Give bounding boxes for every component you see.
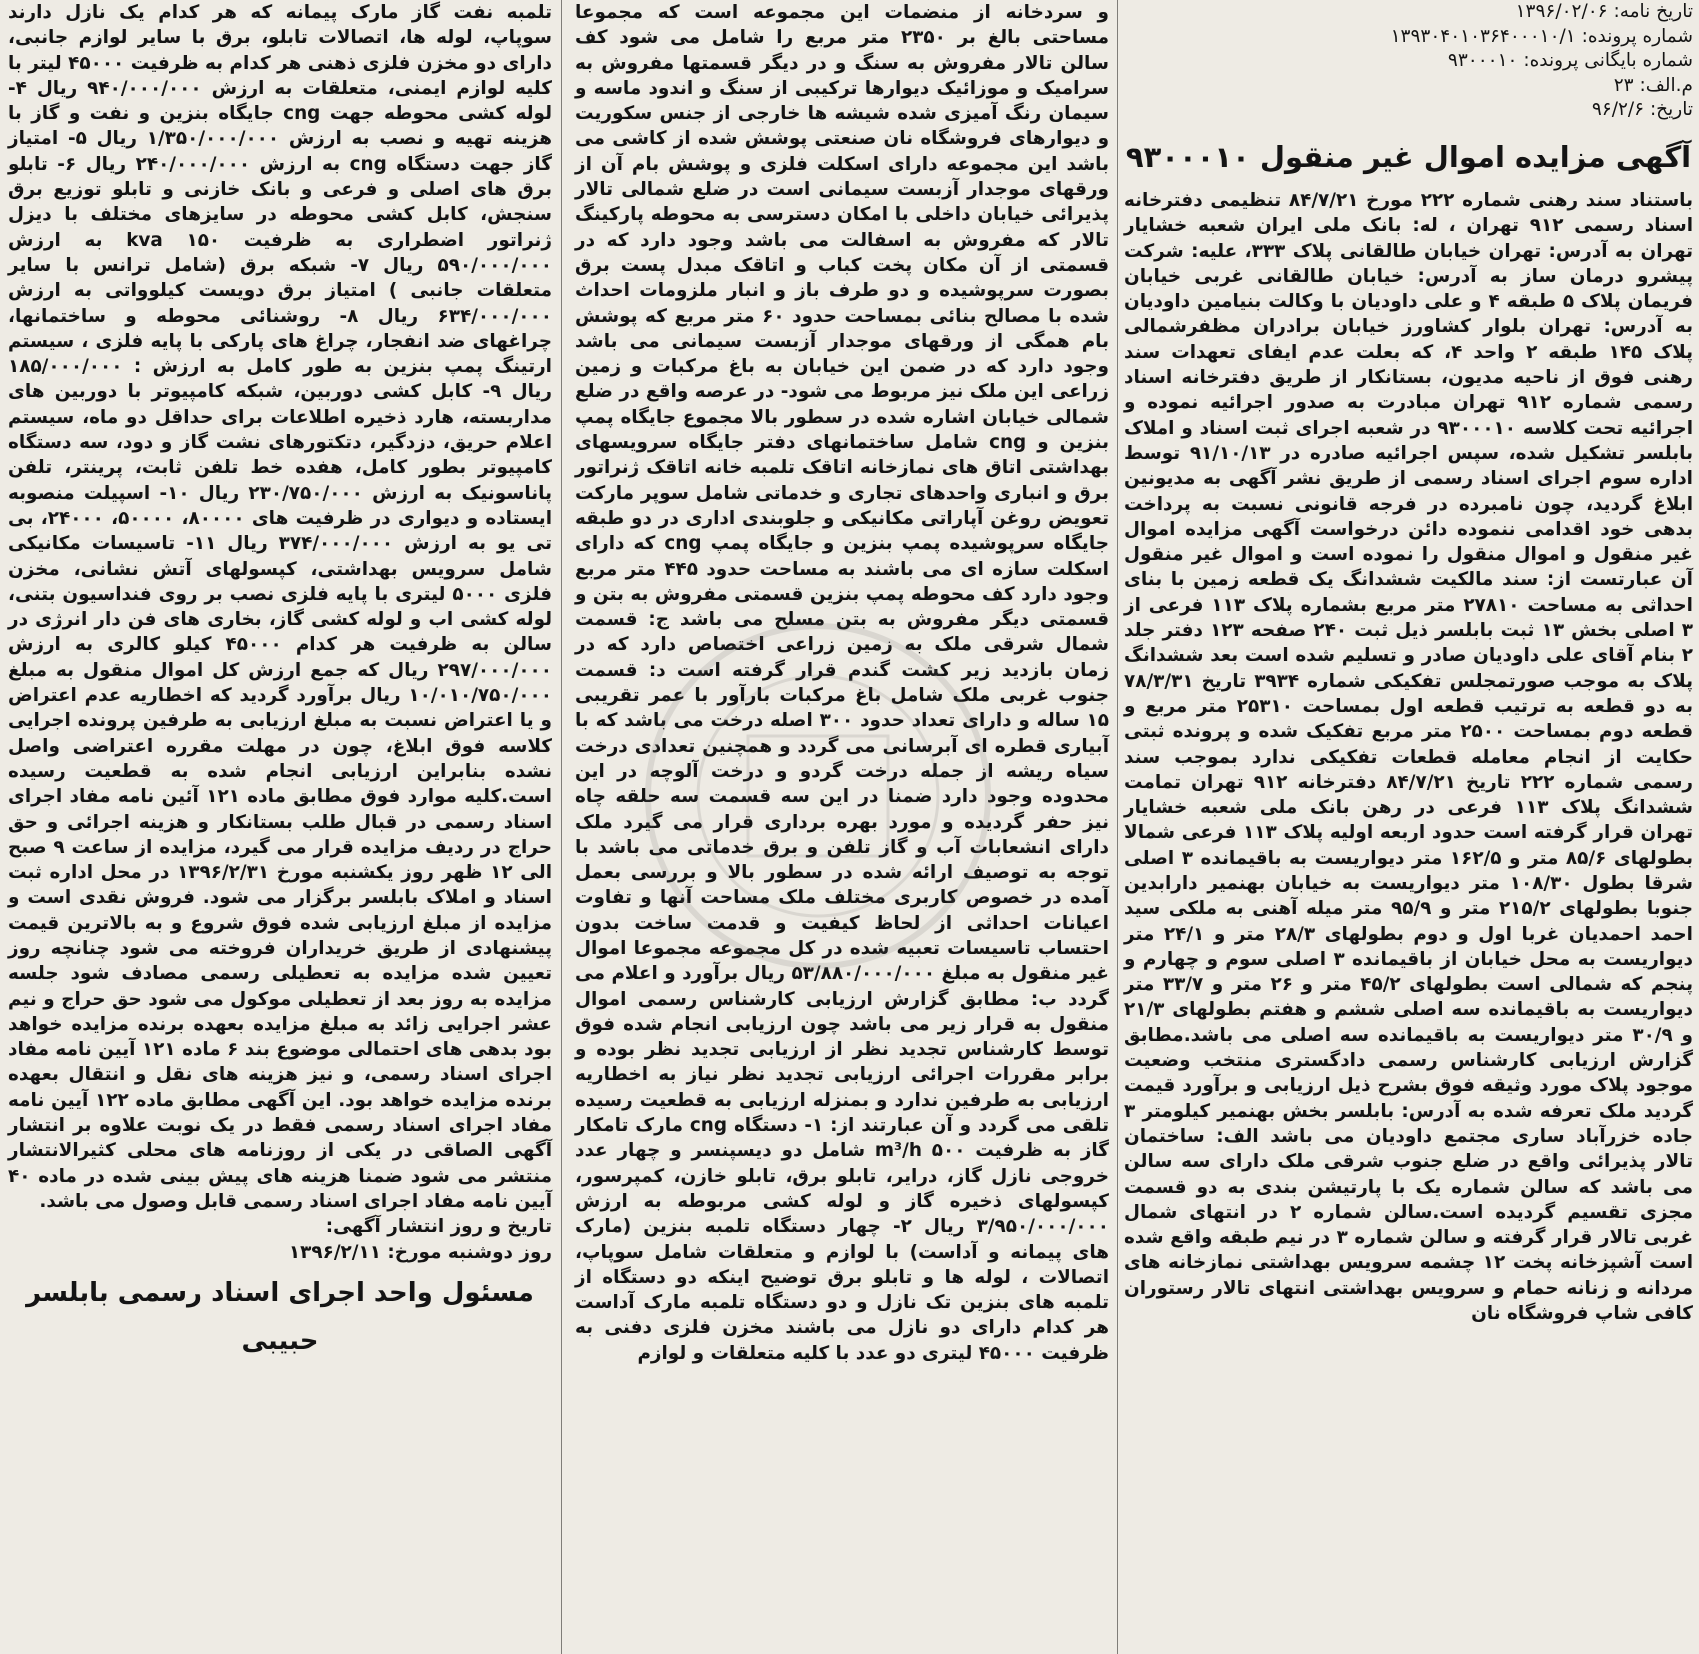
signature-name: حبیبی — [241, 1325, 319, 1356]
notice-id: م.الف: ۲۳ — [1613, 74, 1693, 96]
column-divider-left — [561, 0, 562, 1654]
notice-date: تاریخ: ۹۶/۲/۶ — [1591, 99, 1693, 121]
column-divider-right — [1117, 0, 1118, 1654]
right-column — [1120, 0, 1699, 1654]
left-column-text: تلمبه نفت گاز مارک پیمانه که هر کدام یک نازل دارند سوپاپ، لوله ها، اتصالات تابلو، برق با سایر لوازم جانبی، دارای دو مخزن فلزی ذهنی هر کدام به ظرفیت ۴۵۰۰۰ لیتر با کلیه لوازم ایمنی، متعلقات به ارزش ۹۴۰/۰۰۰/۰۰۰ ریال ۴- لوله کشی محوطه جهت cng جایگاه بنزین و نفت و گاز با هزینه تهیه و نصب به ارزش ۱/۳۵۰/۰۰۰/۰۰۰ ریال ۵- امتیاز گاز جهت دستگاه cng به ارزش ۲۴۰/۰۰۰/۰۰۰ ریال ۶- تابلو برق های اصلی و فرعی و بانک خازنی و تابلو توزیع برق سنجش، کابل کشی محوطه در سایزهای مختلف با دیزل ژنراتور اضطراری به ظرفیت ۱۵۰ kva به ارزش ۵۹۰/۰۰۰/۰۰۰ ریال ۷- شبکه برق (شامل ترانس با سایر متعلقات جانبی ) امتیاز برق دویست کیلوواتی به ارزش ۶۳۴/۰۰۰/۰۰۰ ریال ۸- روشنائی محوطه و ساختمانها، چراغهای ضد انفجار، چراغ های پارکی با پایه فلزی ، سیستم ارتینگ پمپ بنزین به طور کامل به ارزش : ۱۸۵/۰۰۰/۰۰۰ ریال ۹- کابل کشی دوربین، شبکه کامپیوتر با دوربین های مداربسته، هارد ذخیره اطلاعات برای حداقل دو ماه، سیستم اعلام حریق، دزدگیر، دتکتورهای نشت گاز و دود، سه دستگاه کامپیوتر بطور کامل، هفده خط تلفن ثابت، پرینتر، تلفن پاناسونیک به ارزش ۲۳۰/۷۵۰/۰۰۰ ریال ۱۰- اسپیلت منصوبه ایستاده و دیواری در ظرفیت های ۸۰۰۰۰، ۵۰۰۰۰، ۲۴۰۰۰، بی تی یو به ارزش ۳۷۴/۰۰۰/۰۰۰ ریال ۱۱- تاسیسات مکانیکی شامل سرویس بهداشتی، کپسولهای آتش نشانی، مخزن فلزی ۵۰۰۰ لیتری با پایه فلزی نصب بر روی فنداسیون بتنی، لوله کشی اب و لوله کشی گاز، بخاری های فن دار انرژی در سالن به ظرفیت هر کدام ۴۵۰۰۰ کیلو کالری به ارزش ۲۹۷/۰۰۰/۰۰۰ ریال که جمع ارزش کل اموال منقول به مبلغ ۱۰/۰۱۰/۷۵۰/۰۰۰ ریال برآورد گردید که اخطاریه عدم اعتراض و یا اعتراض نسبت به مبلغ ارزیابی به طرفین پرونده اجرایی کلاسه فوق ابلاغ، چون در مهلت مقرره اعتراضی واصل نشده بنابراین ارزیابی انجام شده به قطعیت رسیده است.کلیه موارد فوق مطابق ماده ۱۲۱ آئین نامه مفاد اجرای اسناد رسمی در قبال طلب بستانکار و هزینه اجرائی و حق حراج در ردیف مزایده قرار می گیرد، مزایده از ساعت ۹ صبح الی ۱۲ ظهر روز یکشنبه مورخ ۱۳۹۶/۲/۳۱ در محل اداره ثبت اسناد و املاک بابلسر برگزار می شود. فروش نقدی است و مزایده از مبلغ ارزیابی شده فوق شروع و به بالاترین قیمت پیشنهادی از طریق خریداران فروخته می شود چنانچه روز تعیین شده مزایده به تعطیلی رسمی مصادف شود جلسه مزایده به روز بعد از تعطیلی موکول می شود حق حراج و نیم عشر اجرایی زائد به مبلغ مزایده بعهده برنده مزایده خواهد بود بدهی های احتمالی موضوع بند ۶ ماده ۱۲۱ آیین نامه مفاد اجرای اسناد رسمی، و نیز هزینه های نقل و انتقال بعهده برنده مزایده خواهد بود. این آگهی مطابق ماده ۱۲۲ آیین نامه مفاد اجرای اسناد رسمی فقط در یک نوبت علاوه بر انتشار آگهی الصاقی در یکی از روزنامه های محلی کثیرالانتشار منتشر می شود ضمنا هزینه های پیش بینی شده در ماده ۴۰ آیین نامه مفاد اجرای اسناد رسمی قابل وصول می باشد. — [8, 2, 553, 1212]
left-column — [0, 0, 558, 1654]
case-number: شماره پرونده: ۱۳۹۳۰۴۰۱۰۳۶۴۰۰۰۱۰/۱ — [1390, 25, 1693, 47]
archive-number: شماره بایگانی پرونده: ۹۳۰۰۰۱۰ — [1447, 50, 1693, 72]
middle-column-text: و سردخانه از منضمات این مجموعه است که مجموعا مساحتی بالغ بر ۲۳۵۰ متر مربع را شامل می شود کف سالن تالار مفروش به سنگ و در دیگر قسمتها مفروش به سرامیک و موزائیک دیوارها ترکیبی از سنگ و اندود ماسه و سیمان رنگ آمیزی شده شیشه ها خارجی از جنس سکوریت و دیوارهای فروشگاه نان صنعتی پوشش شده از کاشی می باشد این مجموعه دارای اسکلت فلزی و پوشش بام آن از ورقهای موجدار آزبست سیمانی است در ضلع شمالی تالار پذیرائی خیابان داخلی با امکان دسترسی به محوطه پارکینگ تالار که مفروش به اسفالت می باشد وجود دارد که در قسمتی از آن مکان پخت کباب و اتاقک مبدل پست برق بصورت سرپوشیده و دو طرف باز و انبار ملزومات احداث شده با مصالح بنائی بمساحت حدود ۶۰ متر مربع که پوشش بام همگی از ورقهای موجدار آزبست سیمانی می باشد وجود دارد که در ضمن این خیابان به باغ مرکبات و زمین زراعی این ملک نیز مربوط می شود- در عرصه واقع در ضلع شمالی خیابان اشاره شده در سطور بالا مجموع جایگاه پمپ بنزین و cng شامل ساختمانهای دفتر جایگاه سرویسهای بهداشتی اتاق های نمازخانه اتاقک تلمبه خانه اتاقک ژنراتور برق و انباری واحدهای تجاری و خدماتی شامل سوپر مارکت تعویض روغن آپاراتی مکانیکی و جلوبندی اداری در دو طبقه جایگاه سرپوشیده پمپ بنزین و جایگاه پمپ cng که دارای اسکلت سازه ای می باشند به مساحت حدود ۴۴۵ متر مربع وجود دارد کف محوطه پمپ بنزین قسمتی مفروش به بتن و قسمتی دیگر مفروش به بتن مسلح می باشد ج: قسمت شمال شرقی ملک به زمین زراعی اختصاص دارد که در زمان بازدید زیر کشت گندم قرار گرفته است د: قسمت جنوب غربی ملک شامل باغ مرکبات بارآور با عمر تقریبی ۱۵ ساله و دارای تعداد حدود ۳۰۰ اصله درخت می باشد که با آبیاری قطره ای آبرسانی می گردد و همچنین تعدادی درخت سیاه ریشه از جمله درخت گردو و درخت آلوچه در این محدوده وجود دارد ضمنا در این سه قسمت سه حلقه چاه نیز حفر گردیده و مورد بهره برداری قرار می گیرد ملک دارای انشعابات آب و گاز تلفن و برق خدماتی می باشد با توجه به توصیف ارائه شده در سطور بالا و بررسی بعمل آمده در خصوص کاربری مختلف ملک مساحت آنها و تفاوت اعیانات احداثی از لحاظ کیفیت و قدمت ساخت بدون احتساب تاسیسات تعبیه شده در کل مجموعه مجموعا اموال غیر منقول به مبلغ ۵۳/۸۸۰/۰۰۰/۰۰۰ ریال برآورد و اعلام می گردد ب: مطابق گزارش ارزیابی کارشناس رسمی اموال منقول به قرار زیر می باشد چون ارزیابی انجام شده فوق توسط کارشناس تجدید نظر از ارزیابی تجدید نظر بوده و برابر مقررات اجرائی ارزیابی تجدید نظر نیاز به اخطاریه ارزیابی به طرفین ندارد و بمنزله ارزیابی به قطعیت رسیده تلقی می گردد و آن عبارتند از: ۱- دستگاه cng مارک تامکار گاز به ظرفیت ۵۰۰ m³/h شامل دو دیسپنسر و چهار عدد خروجی نازل گاز، درایر، تابلو برق، تابلو خازن، کمپرسور، کپسولهای ذخیره گاز و لوله کشی مربوطه به ارزش ۳/۹۵۰/۰۰۰/۰۰۰ ریال ۲- چهار دستگاه تلمبه بنزین (مارک های پیمانه و آداست) با لوازم و متعلقات شامل سوپاپ، اتصالات ، لوله ها و تابلو برق توضیح اینکه دو دستگاه از تلمبه های بنزین تک نازل و دو دستگاه تلمبه مارک آداست هر کدام دارای دو نازل می باشند مخزن فلزی دفنی به ظرفیت ۴۵۰۰۰ لیتری دو عدد با کلیه متعلقات و لوازم — [575, 2, 1110, 1364]
page-title: آگهی مزایده اموال غیر منقول ۹۳۰۰۰۱۰ — [1125, 139, 1692, 174]
right-column-text: باستناد سند رهنی شماره ۲۲۲ مورخ ۸۴/۷/۲۱ تنظیمی دفترخانه اسناد رسمی ۹۱۲ تهران ، له: بانک ملی ایران شعبه خشایار تهران به آدرس: تهران خیابان طالقانی پلاک ۳۳۳، علیه: شرکت پیشرو درمان ساز به آدرس: خیابان طالقانی غربی خیابان فریمان پلاک ۵ طبقه ۴ و علی داودیان با وکالت بنیامین داودیان به آدرس: تهران بلوار کشاورز خیابان برادران مظفرشمالی پلاک ۱۴۵ طبقه ۲ واحد ۴، که بعلت عدم ایفای تعهدات سند رهنی فوق از ناحیه مدیون، بستانکار از طریق دفترخانه اسناد رسمی شماره ۹۱۲ تهران مبادرت به صدور اجرائیه نموده و اجرائیه تحت کلاسه ۹۳۰۰۰۱۰ در شعبه اجرای ثبت اسناد و املاک بابلسر تشکیل شده، سپس اجرائیه صادره در ۹۱/۱۰/۱۳ توسط اداره سوم اجرای اسناد رسمی از طریق نشر آگهی به مدیونین ابلاغ گردید، چون نامبرده در فرجه قانونی نسبت به پرداخت بدهی خود اقدامی ننموده دائن درخواست آگهی مزایده اموال غیر منقول و اموال منقول را نموده است و اموال غیر منقول آن عبارتست از: سند مالکیت ششدانگ یک قطعه زمین با بنای احداثی به مساحت ۲۷۸۱۰ متر مربع بشماره پلاک ۱۱۳ فرعی از ۳ اصلی بخش ۱۳ ثبت بابلسر ذیل ثبت ۲۴۰ صفحه ۱۲۳ دفتر جلد ۲ بنام آقای علی داودیان صادر و تسلیم شده است بعد ششدانگ پلاک به موجب صورتمجلس تفکیکی شماره ۳۹۳۴ تاریخ ۷۸/۳/۳۱ به دو قطعه به ترتیب قطعه اول بمساحت ۲۵۳۱۰ متر مربع و قطعه دوم بمساحت ۲۵۰۰ متر مربع تفکیک شده و پرونده ثبتی حکایت از انجام معامله قطعات تفکیکی ندارد بموجب سند رسمی شماره ۲۲۲ تاریخ ۸۴/۷/۲۱ دفترخانه ۹۱۲ تهران تمامت ششدانگ پلاک ۱۱۳ فرعی در رهن بانک ملی شعبه خشایار تهران قرار گرفته است حدود اربعه اولیه پلاک ۱۱۳ فرعی شمالا بطولهای ۸۵/۶ متر و ۱۶۲/۵ متر دیواریست به باقیمانده ۳ اصلی شرقا بطول ۱۰۸/۳۰ متر دیواریست به خیابان بهنمیر دارابدین جنوبا بطولهای ۲۱۵/۲ متر و ۹۵/۹ متر میله آهنی به ملکی سید احمد احمدیان غربا اول و دوم بطولهای ۲۸/۳ متر و ۲۴/۱ متر دیواریست به محل خیابان از باقیمانده ۳ اصلی سوم و چهارم و پنجم که شمالی است بطولهای ۴۵/۲ متر و ۲۶ متر و ۳۳/۷ متر دیواریست به باقیمانده سه اصلی ششم و هفتم بطولهای ۲۱/۳ و ۳۰/۹ متر دیواریست به باقیمانده سه اصلی می باشد.مطابق گزارش ارزیابی کارشناس رسمی دادگستری منتخب وضعیت موجود پلاک مورد وثیقه فوق بشرح ذیل ارزیابی و برآورد قیمت گردید ملک تعرفه شده به آدرس: بابلسر بخش بهنمیر کیلومتر ۳ جاده خزرآباد ساری مجتمع داودیان می باشد الف: ساختمان تالار پذیرائی واقع در ضلع جنوب شرقی ملک دارای سه سالن می باشد که سالن شماره یک با پارتیشن بندی به دو قسمت مجزی تقسیم گردیده است.سالن شماره ۲ در انتهای شمال غربی تالار قرار گرفته و سالن شماره ۳ در نیم طبقه واقع شده است آشپزخانه پخت ۱۲ چشمه سرویس بهداشتی نمازخانه های مردانه و زنانه حمام و سرویس بهداشتی انتهای تالار رستوران کافی شاپ فروشگاه نان — [1124, 189, 1694, 1325]
publication-date-label: تاریخ و روز انتشار آگهی: — [325, 1216, 552, 1238]
signature-title: مسئول واحد اجرای اسناد رسمی بابلسر — [26, 1277, 534, 1308]
letter-date: تاریخ نامه: ۱۳۹۶/۰۲/۰۶ — [1515, 1, 1693, 22]
middle-column — [565, 0, 1115, 1654]
publication-date: روز دوشنبه مورخ: ۱۳۹۶/۲/۱۱ — [288, 1241, 552, 1263]
